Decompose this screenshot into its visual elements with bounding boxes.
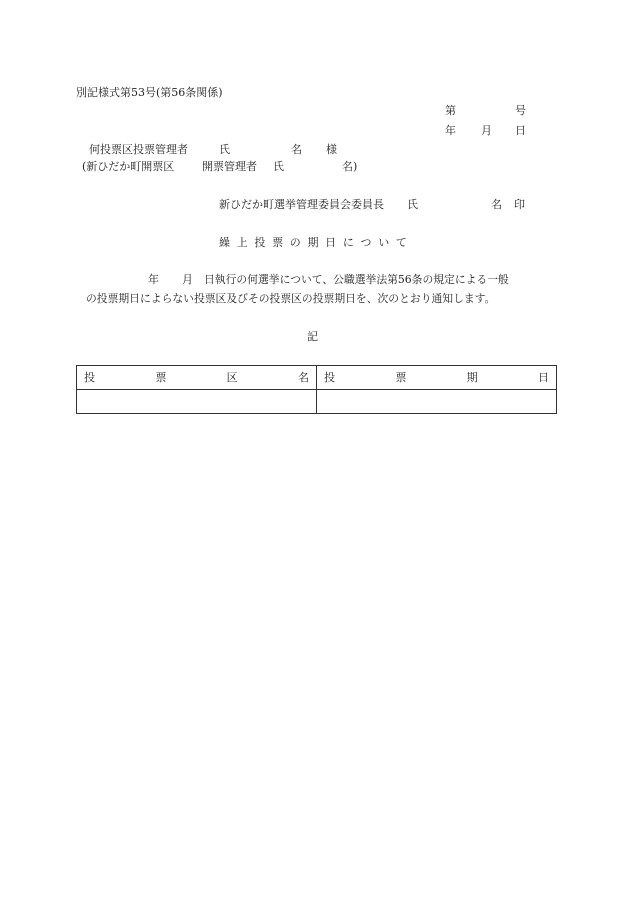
body-month: 月 — [182, 273, 193, 286]
body-line2: の投票期日によらない投票区及びその投票区の投票期日を、次のとおり通知します。 — [86, 292, 496, 305]
recipient-sama: 様 — [326, 143, 337, 156]
date-year: 年 — [445, 124, 456, 137]
voting-district-table — [76, 365, 557, 414]
header-char: 期 — [466, 371, 478, 384]
table-header-district-name — [77, 366, 317, 390]
subject-char: 票 — [272, 236, 284, 249]
doc-number-go: 号 — [515, 104, 526, 117]
recipient-alt-shi: 氏 — [273, 160, 284, 173]
table-cell-voting-date[interactable] — [317, 390, 557, 414]
form-label: 別記様式第53号(第56条関係) — [76, 86, 223, 99]
subject-title — [219, 236, 407, 250]
subject-char: て — [395, 236, 407, 249]
table-header-voting-date — [317, 366, 557, 390]
subject-char: に — [342, 236, 354, 249]
body-line1: 日執行の何選挙について、公職選挙法第56条の規定による一般 — [204, 273, 509, 286]
header-char: 票 — [155, 371, 167, 384]
recipient-title: 何投票区投票管理者 — [89, 143, 188, 156]
sender-shi: 氏 — [407, 198, 418, 211]
header-char: 区 — [226, 371, 238, 384]
header-char: 名 — [297, 371, 309, 384]
recipient-mei: 名 — [291, 143, 302, 156]
doc-number-dai: 第 — [445, 104, 456, 117]
recipient-shi: 氏 — [219, 143, 230, 156]
sender-seal: 印 — [514, 198, 525, 211]
table-cell-district-name[interactable] — [77, 390, 317, 414]
header-char: 票 — [395, 371, 407, 384]
date-day: 日 — [515, 124, 526, 137]
table-row — [77, 390, 557, 414]
date-month: 月 — [481, 124, 492, 137]
subject-char: 日 — [325, 236, 337, 249]
recipient-alt-mei: 名) — [342, 160, 358, 173]
recipient-alt-title: 開票管理者 — [202, 160, 257, 173]
header-char: 投 — [84, 371, 95, 384]
subject-char: つ — [360, 236, 372, 249]
sender-mei: 名 — [491, 198, 502, 211]
recipient-alt-area: (新ひだか町開票区 — [82, 160, 175, 173]
body-year: 年 — [148, 273, 159, 286]
header-char: 日 — [537, 371, 549, 384]
subject-char: 投 — [254, 236, 266, 249]
subject-char: い — [378, 236, 390, 249]
header-char: 投 — [324, 371, 335, 384]
table-header-row — [77, 366, 557, 390]
sender-title: 新ひだか町選挙管理委員会委員長 — [219, 198, 384, 211]
subject-char: 期 — [307, 236, 319, 249]
subject-char: の — [289, 236, 301, 249]
subject-char: 繰 — [219, 236, 230, 249]
ki-marker: 記 — [307, 330, 318, 343]
subject-char: 上 — [236, 236, 248, 249]
